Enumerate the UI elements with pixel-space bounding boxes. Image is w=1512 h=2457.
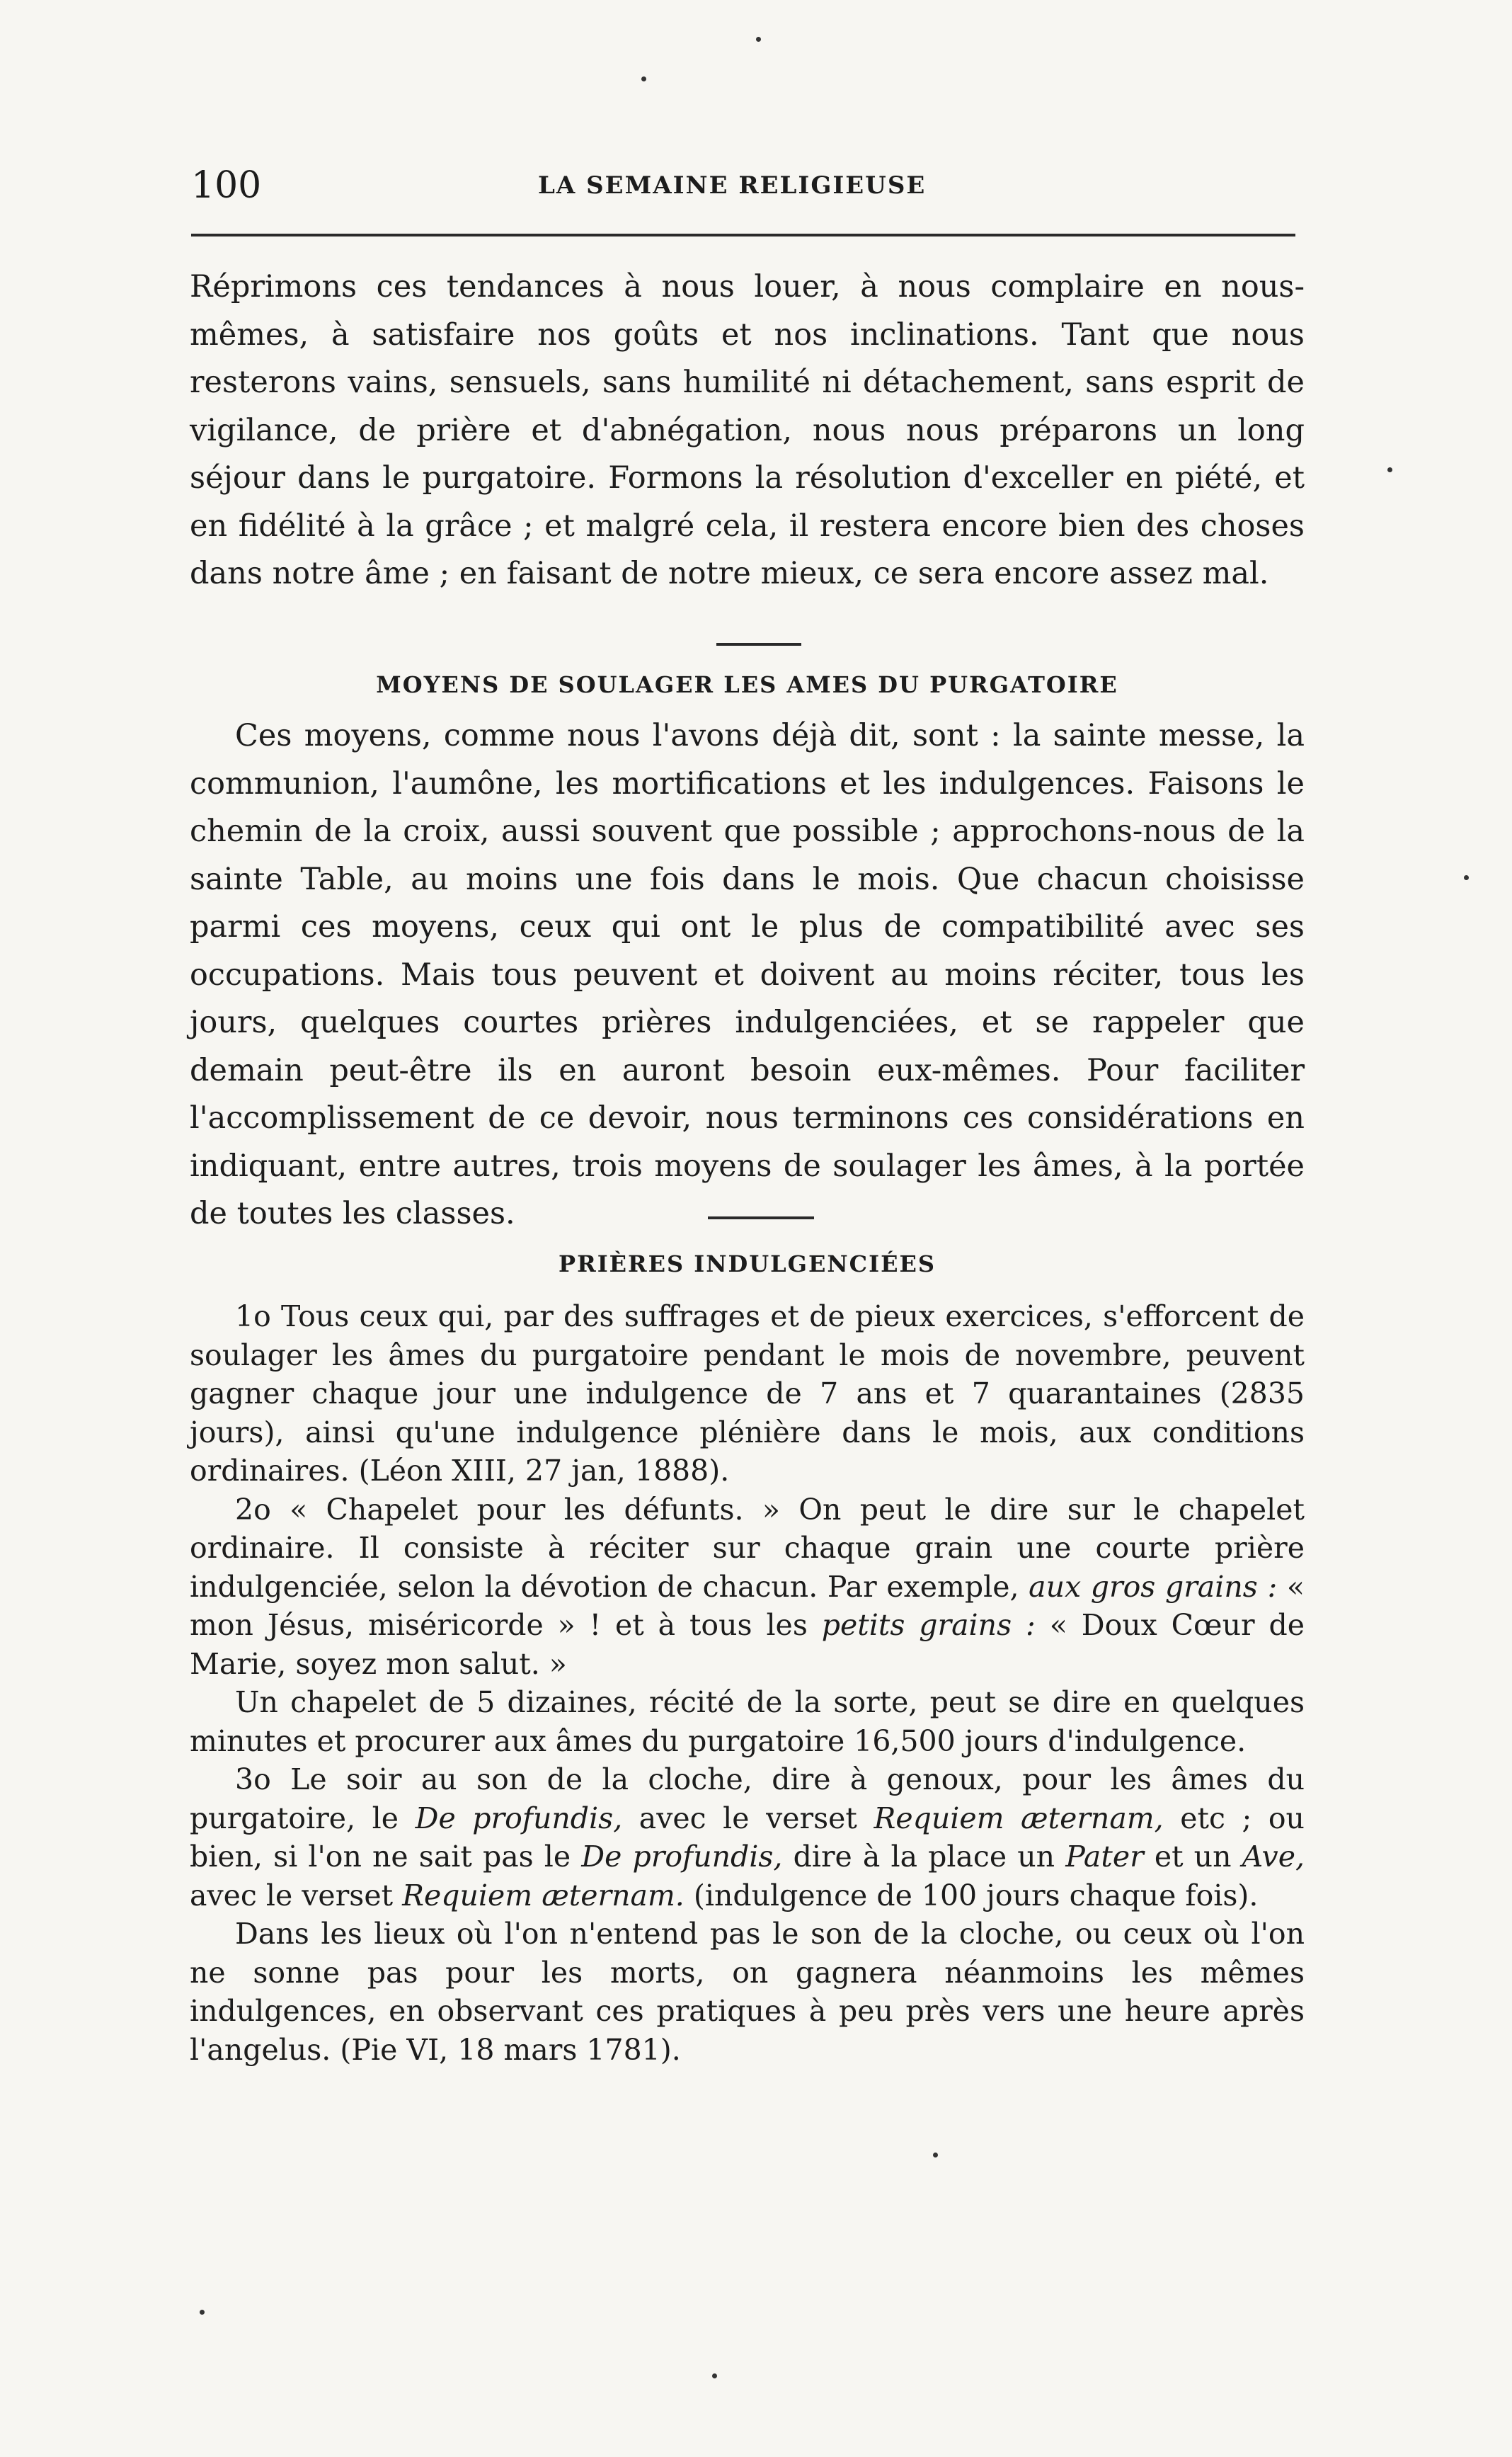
prayer-item-3-text: et un	[1143, 1840, 1242, 1874]
section-divider	[716, 643, 801, 646]
prieres-block	[190, 1297, 1305, 2069]
prayer-item-3-text: etc ; ou bien, si l'on ne sait pas le	[190, 1801, 1305, 1874]
header-rule	[191, 234, 1295, 236]
prayer-item-2-italic: aux gros grains :	[1029, 1569, 1278, 1604]
prayer-item-3	[190, 1760, 1305, 1915]
prayer-item-1: 1o Tous ceux qui, par des suffrages et de pieux exercices, s'efforcent de soulager les âmes du purgatoire pendant le mois de novembre, peuvent gagner chaque jour une indulgence de 7 ans et 7 quarantaines (2835 jours), ainsi qu'une indulgence plénière dans le mois, aux conditions ordinaires. (Léon XIII, 27 jan, 1888).	[190, 1299, 1305, 1488]
section-heading-moyens: MOYENS DE SOULAGER LES AMES DU PURGATOIRE	[376, 671, 1118, 698]
prayer-item-2-text: « mon Jésus, miséricorde » ! et à tous les	[190, 1569, 1305, 1642]
prayer-item-3-text: avec le verset	[190, 1878, 403, 1912]
running-title: LA SEMAINE RELIGIEUSE	[538, 171, 927, 200]
prayer-item-2-text: « Doux Cœur de Marie, soyez mon salut. »	[190, 1608, 1305, 1681]
section-divider	[708, 1216, 814, 1219]
scan-speck	[1387, 467, 1392, 472]
prayer-item-2-text: 2o « Chapelet pour les défunts. » On peut le dire sur le chapelet ordinaire. Il consiste à réciter sur chaque grain une courte prière indulgenciée, selon la dévotion de chacun. Par exemple,	[190, 1492, 1305, 1604]
prayer-item-3-italic: Requiem æternam.	[402, 1878, 685, 1912]
prayer-item-2-italic: petits grains :	[821, 1608, 1036, 1642]
prayer-item-2	[190, 1490, 1305, 1684]
prayer-item-3-text: 3o Le soir au son de la cloche, dire à genoux, pour les âmes du purgatoire, le	[190, 1762, 1305, 1835]
prayer-item-3-text: (indulgence de 100 jours chaque fois).	[684, 1878, 1259, 1912]
page-header	[191, 164, 1295, 214]
prayer-item-3-italic: Requiem æternam,	[874, 1801, 1164, 1835]
prayer-item-3-text: avec le verset	[622, 1801, 874, 1835]
prayer-item-3-italic: De profundis,	[415, 1801, 623, 1835]
scan-speck	[756, 37, 761, 42]
scan-speck	[1464, 875, 1469, 880]
moyens-block	[190, 712, 1305, 1238]
intro-block	[190, 263, 1305, 598]
prayer-item-2-followup: Un chapelet de 5 dizaines, récité de la sorte, peut se dire en quelques minutes et procurer aux âmes du purgatoire 16,500 jours d'indulgence.	[190, 1685, 1305, 1758]
prayer-item-3-text: dire à la place un	[782, 1840, 1066, 1874]
prayer-item-3-followup: Dans les lieux où l'on n'entend pas le son de la cloche, ou ceux où l'on ne sonne pas pour les morts, on gagnera néanmoins les mêmes indulgences, en observant ces pratiques à peu près vers une heure après l'angelus. (Pie VI, 18 mars 1781).	[190, 1917, 1305, 2067]
scan-speck	[933, 2153, 938, 2157]
prayer-item-3-italic: Pater	[1065, 1840, 1144, 1874]
section-heading-prieres: PRIÈRES INDULGENCIÉES	[559, 1250, 936, 1277]
moyens-paragraph: Ces moyens, comme nous l'avons déjà dit, sont : la sainte messe, la communion, l'aumône, les mortifications et les indulgences. Faisons le chemin de la croix, aussi souvent que possible ; approchons-nous de la sainte Table, au moins une fois dans le mois. Que chacun choisisse parmi ces moyens, ceux qui ont le plus de compatibilité avec ses occupations. Mais tous peuvent et doivent au moins réciter, tous les jours, quelques courtes prières indulgenciées, et se rappeler que demain peut-être ils en auront besoin eux-mêmes. Pour faciliter l'accomplissement de ce devoir, nous terminons ces considérations en indiquant, entre autres, trois moyens de soulager les âmes, à la portée de toutes les classes.	[190, 718, 1305, 1231]
page-number: 100	[191, 164, 262, 207]
scan-speck	[641, 76, 646, 81]
prayer-item-3-italic: De profundis,	[581, 1840, 783, 1874]
prayer-item-3-italic: Ave,	[1242, 1840, 1305, 1874]
scan-speck	[200, 2310, 205, 2315]
intro-paragraph: Réprimons ces tendances à nous louer, à nous complaire en nous-mêmes, à satisfaire nos goûts et nos inclinations. Tant que nous resterons vains, sensuels, sans humilité ni détachement, sans esprit de vigilance, de prière et d'abnégation, nous nous préparons un long séjour dans le purgatoire. Formons la résolution d'exceller en piété, et en fidélité à la grâce ; et malgré cela, il restera encore bien des choses dans notre âme ; en faisant de notre mieux, ce sera encore assez mal.	[190, 269, 1305, 591]
scan-speck	[712, 2373, 717, 2378]
